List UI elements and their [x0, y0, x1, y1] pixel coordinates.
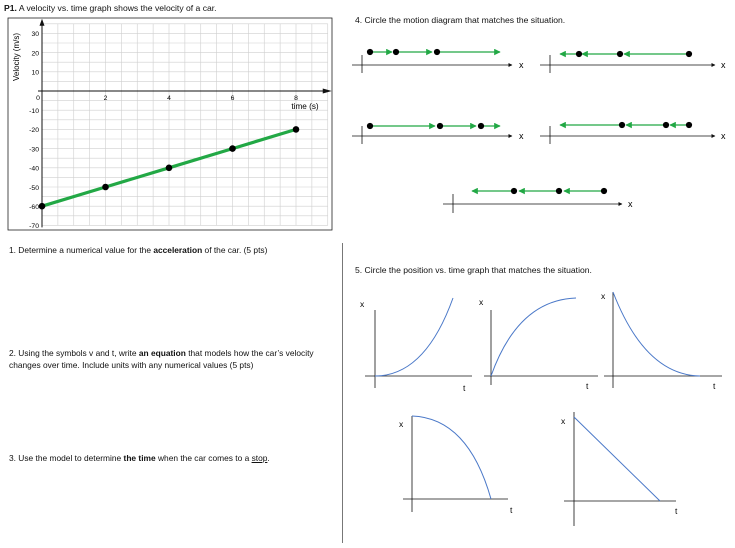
- y-tick-label: -70: [29, 223, 39, 231]
- q1-pre: 1. Determine a numerical value for the: [9, 245, 154, 255]
- axis-label-x: x: [519, 60, 524, 70]
- graph-t-label: t: [463, 383, 466, 393]
- q3-underlined: stop: [251, 453, 268, 463]
- axis-label-x: x: [519, 131, 524, 141]
- q3-end: .: [267, 453, 270, 463]
- graph-x-label: x: [399, 419, 404, 429]
- axis-label-x: x: [721, 60, 726, 70]
- graph-t-label: t: [510, 505, 513, 515]
- motion-diagram-a[interactable]: [352, 49, 524, 73]
- data-point: [166, 165, 173, 172]
- graph-x-label: x: [479, 297, 484, 307]
- question-1: [9, 245, 339, 257]
- x-tick-label: 4: [167, 95, 171, 102]
- axis-label-x: x: [628, 199, 633, 209]
- position-graph-2[interactable]: [479, 297, 598, 391]
- motion-diagram-d[interactable]: [540, 122, 726, 144]
- x-axis-label: time (s): [291, 102, 319, 111]
- chart-border: [8, 18, 332, 230]
- y-tick-label: -40: [29, 165, 39, 173]
- position-graph-3[interactable]: [601, 291, 722, 391]
- x-tick-label-zero: 0: [36, 95, 40, 102]
- chart-grid: [42, 24, 328, 226]
- q2-post: that models how the car’s velocity changes over time. Include units with any numerical values (5 pts): [9, 348, 314, 370]
- y-tick-label: -30: [29, 146, 39, 154]
- motion-diagram-c[interactable]: [352, 123, 524, 144]
- graph-t-label: t: [713, 381, 716, 391]
- q2-pre: 2. Using the symbols v and t, write: [9, 348, 139, 358]
- y-tick-label: -20: [29, 127, 39, 135]
- data-point: [102, 184, 109, 191]
- y-tick-label: -60: [29, 204, 39, 211]
- problem-text: A velocity vs. time graph shows the velocity of a car.: [18, 3, 217, 13]
- y-axis-label: Velocity (m/s): [12, 32, 21, 82]
- y-tick-label: 30: [31, 31, 39, 39]
- graph-x-label: x: [360, 299, 365, 309]
- y-axis-arrow: [40, 19, 45, 26]
- velocity-chart: [0, 0, 340, 235]
- x-tick-label: 6: [230, 95, 235, 102]
- graph-x-label: x: [601, 291, 606, 301]
- y-tick-label: 20: [31, 50, 39, 58]
- data-point: [229, 145, 236, 152]
- x-axis-arrow: [323, 89, 332, 94]
- q3-pre: 3. Use the model to determine: [9, 453, 124, 463]
- graph-t-label: t: [675, 506, 678, 516]
- q2-bold: an equation: [138, 348, 186, 358]
- motion-diagrams: [340, 30, 735, 220]
- question-5: 5. Circle the position vs. time graph that matches the situation.: [355, 265, 592, 275]
- problem-label: P1.: [4, 3, 17, 13]
- graph-x-label: x: [561, 416, 566, 426]
- data-point: [293, 126, 300, 133]
- position-graph-5[interactable]: [561, 412, 678, 526]
- motion-diagram-b[interactable]: [540, 51, 726, 73]
- q3-post: when the car comes to a: [155, 453, 252, 463]
- chart-ticks: [29, 31, 298, 230]
- y-tick-label: 10: [31, 69, 39, 77]
- x-tick-label: 8: [294, 95, 298, 102]
- data-point: [39, 203, 46, 210]
- axis-label-x: x: [721, 131, 726, 141]
- position-graph-1[interactable]: [360, 298, 472, 393]
- x-tick-label: 2: [103, 95, 108, 102]
- question-4: 4. Circle the motion diagram that matches the situation.: [355, 15, 566, 25]
- q1-post: of the car. (5 pts): [202, 245, 268, 255]
- q3-bold: the time: [123, 453, 156, 463]
- y-tick-label: -50: [29, 184, 39, 192]
- position-graph-4[interactable]: [399, 416, 513, 515]
- graph-t-label: t: [586, 381, 589, 391]
- position-graphs: [340, 280, 735, 542]
- motion-diagram-e[interactable]: [443, 188, 633, 213]
- question-2: [9, 348, 339, 371]
- y-tick-label: -10: [29, 108, 39, 115]
- q1-bold: acceleration: [153, 245, 203, 255]
- question-3: [9, 453, 339, 465]
